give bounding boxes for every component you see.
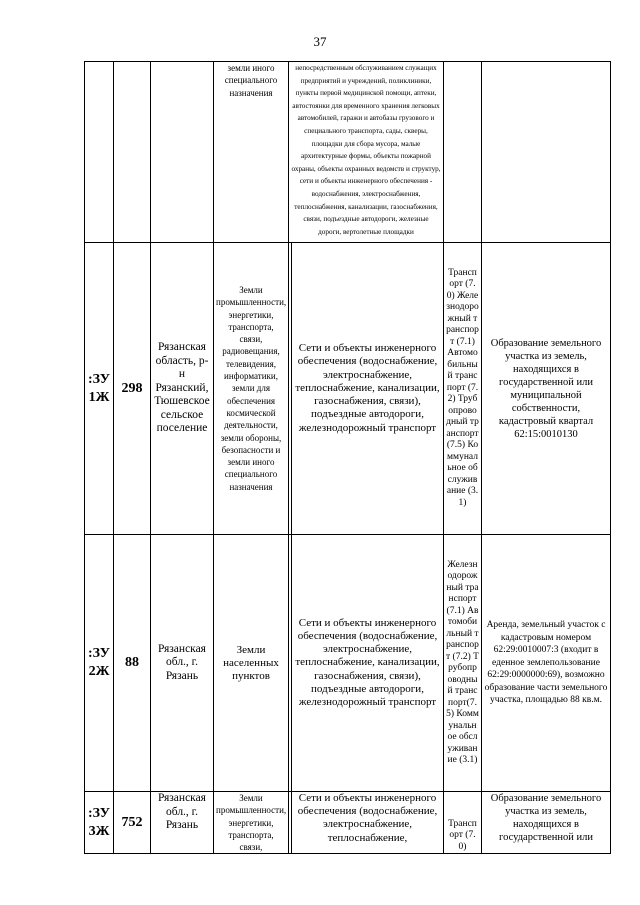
note-cell — [482, 62, 611, 243]
area-cell: 298 — [114, 243, 151, 535]
vri-code-cell: Транспорт (7.0) — [444, 792, 482, 854]
location-cell — [151, 62, 214, 243]
location-cell: Рязанская обл., г. Рязань — [151, 535, 214, 792]
permitted-use-cell: непосредственным обслуживанием служащих предприятий и учреждений, поликлиники, пункты первой медицинской помощи, аптеки, автостоянки для временного хранения легковых автомобилей, гаражи и автобазы грузового и специального транспорта, сады, скверы, площадки для сбора мусора, малые архитектурные формы, объекты пожарной охраны, объекты охранных ведомств и структур, сети и объекты инженерного обеспечения - водоснабжения, электроснабжения, теплоснабжения, канализации, газоснабжения, связи, подъездные автодороги, железные дороги, вертолетные площадки — [289, 62, 444, 243]
plot-id-cell: :ЗУ 3Ж — [85, 792, 114, 854]
table-row — [85, 62, 611, 243]
land-category-cell: Земли промышленности, энергетики, транспорта, связи, радиовещания, телевидения, информатики, земли для обеспечения космической деятельности, земли обороны, безопасности и земли иного специального назначения — [214, 243, 289, 535]
table-row — [85, 792, 611, 854]
location-cell: Рязанская область, р-н Рязанский, Тюшевское сельское поселение — [151, 243, 214, 535]
purpose-cell: Сети и объекты инженерного обеспечения (водоснабжение, электроснабжение, теплоснабжение, канализации, газоснабжения, связи), подъездные автодороги, железнодорожный транспорт — [292, 535, 444, 792]
table-row — [85, 535, 611, 792]
note-cell: Образование земельного участка из земель, находящихся в государственной или — [482, 792, 611, 854]
land-category-cell: Земли населенных пунктов — [214, 535, 289, 792]
area-cell: 88 — [114, 535, 151, 792]
land-category-cell: Земли промышленности, энергетики, транспорта, связи, — [214, 792, 289, 854]
plot-id-cell: :ЗУ 2Ж — [85, 535, 114, 792]
page-number: 37 — [313, 34, 327, 49]
vri-code-cell: Транспорт (7.0) Железнодорожный транспорт (7.1) Автомобильный транспорт (7.2) Трубопроводный транспорт(7.5) Коммунальное обслуживание (3.1) — [444, 243, 482, 535]
plot-id-cell: :ЗУ 1Ж — [85, 243, 114, 535]
note-cell: Образование земельного участка из земель, находящихся в государственной или муниципальной собственности, кадастровый квартал 62:15:0010130 — [482, 243, 611, 535]
plot-id-cell — [85, 62, 114, 243]
land-category-cell: земли иного специального назначения — [214, 62, 289, 243]
vri-code-cell: Железнодорожный транспорт (7.1) Автомобильный транспорт (7.2) Трубопроводный транспорт(7.5) Коммунальное обслуживание (3.1) — [444, 535, 482, 792]
area-cell — [114, 62, 151, 243]
vri-code-cell — [444, 62, 482, 243]
table-row — [85, 243, 611, 535]
land-plots-table — [84, 61, 611, 854]
note-cell: Аренда, земельный участок с кадастровым номером 62:29:0010007:3 (входит в еденное землепользование 62:29:0000000:69), возможно образование части земельного участка, площадью 88 кв.м. — [482, 535, 611, 792]
location-cell: Рязанская обл., г. Рязань — [151, 792, 214, 854]
purpose-cell: Сети и объекты инженерного обеспечения (водоснабжение, электроснабжение, теплоснабжение, — [292, 792, 444, 854]
area-cell: 752 — [114, 792, 151, 854]
purpose-cell: Сети и объекты инженерного обеспечения (водоснабжение, электроснабжение, теплоснабжение, канализации, газоснабжения, связи), подъездные автодороги, железнодорожный транспорт — [292, 243, 444, 535]
